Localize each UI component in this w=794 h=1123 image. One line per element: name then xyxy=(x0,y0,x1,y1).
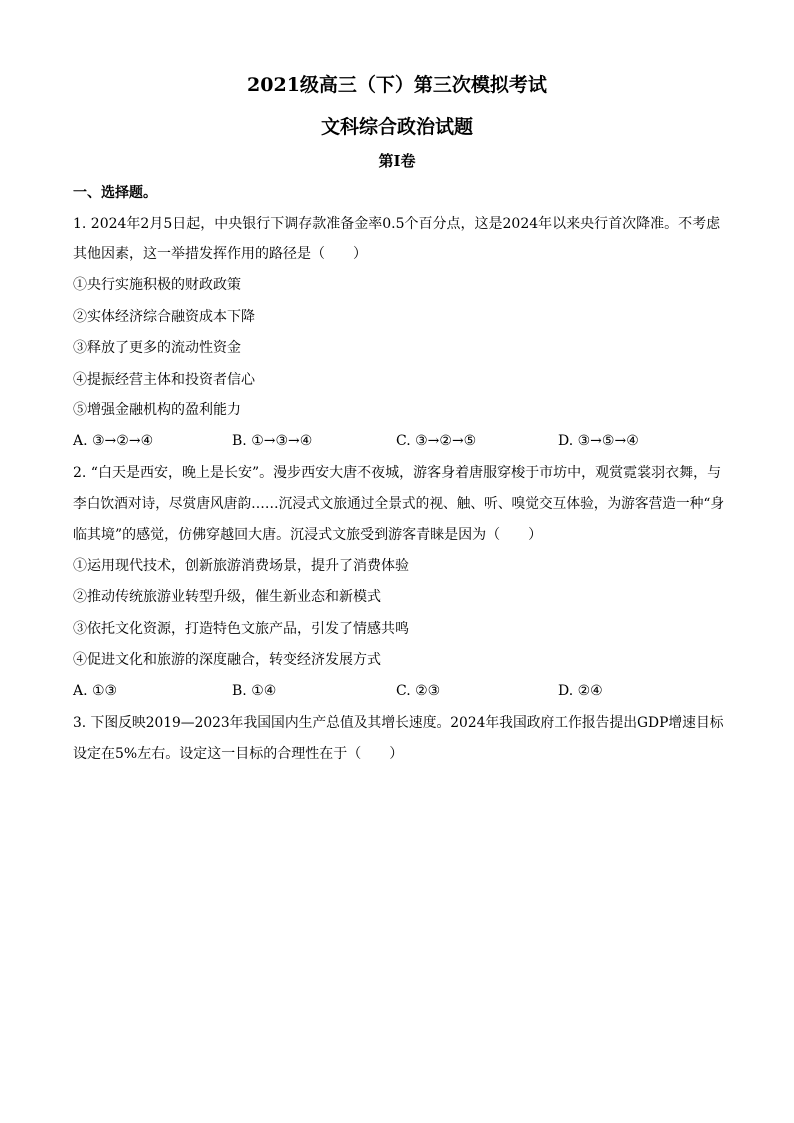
q2-stem-line-1: 2. “白天是西安，晚上是长安”。漫步西安大唐不夜城，游客身着唐服穿梭于市坊中，观赏霓裳羽衣舞，与 xyxy=(73,465,722,481)
q2-option-d[interactable]: D. ②④ xyxy=(558,683,603,699)
q2-stem-line-2: 李白饮酒对诗，尽赏唐风唐韵……沉浸式文旅通过全景式的视、触、听、嗅觉交互体验，为游客营造一种“身 xyxy=(73,496,725,512)
q1-option-b[interactable]: B. ①→③→④ xyxy=(232,433,313,449)
q2-option-b[interactable]: B. ①④ xyxy=(232,683,277,699)
q2-item-4: ④促进文化和旅游的深度融合，转变经济发展方式 xyxy=(73,652,381,668)
q1-item-4: ④提振经营主体和投资者信心 xyxy=(73,372,255,388)
q2-option-a[interactable]: A. ①③ xyxy=(73,683,118,699)
q1-stem-line-2: 其他因素，这一举措发挥作用的路径是（ ） xyxy=(73,246,367,262)
q1-option-d[interactable]: D. ③→⑤→④ xyxy=(558,433,639,449)
section-heading: 一、选择题。 xyxy=(73,185,157,201)
q1-option-c[interactable]: C. ③→②→⑤ xyxy=(396,433,477,449)
q2-item-1: ①运用现代技术，创新旅游消费场景，提升了消费体验 xyxy=(73,558,409,574)
q1-item-1: ①央行实施积极的财政政策 xyxy=(73,277,241,293)
q2-item-2: ②推动传统旅游业转型升级，催生新业态和新模式 xyxy=(73,589,381,605)
q1-option-a[interactable]: A. ③→②→④ xyxy=(73,433,154,449)
q2-option-c[interactable]: C. ②③ xyxy=(396,683,441,699)
q3-stem-line-1: 3. 下图反映2019—2023年我国国内生产总值及其增长速度。2024年我国政府工作报告提出GDP增速目标 xyxy=(73,715,724,731)
q1-item-2: ②实体经济综合融资成本下降 xyxy=(73,309,255,325)
q2-item-3: ③依托文化资源，打造特色文旅产品，引发了情感共鸣 xyxy=(73,621,409,637)
q1-stem-line-1: 1. 2024年2月5日起，中央银行下调存款准备金率0.5个百分点，这是2024年以来央行首次降准。不考虑 xyxy=(73,216,721,232)
q2-stem-line-3: 临其境”的感觉，仿佛穿越回大唐。沉浸式文旅受到游客青睐是因为（ ） xyxy=(73,527,543,543)
q3-stem-line-2: 设定在5%左右。设定这一目标的合理性在于（ ） xyxy=(73,746,404,762)
exam-title: 2021级高三（下）第三次模拟考试 xyxy=(247,74,547,96)
q1-item-5: ⑤增强金融机构的盈利能力 xyxy=(73,402,241,418)
q1-item-3: ③释放了更多的流动性资金 xyxy=(73,340,241,356)
volume-label: 第Ⅰ卷 xyxy=(378,152,416,170)
exam-subtitle: 文科综合政治试题 xyxy=(320,116,473,138)
